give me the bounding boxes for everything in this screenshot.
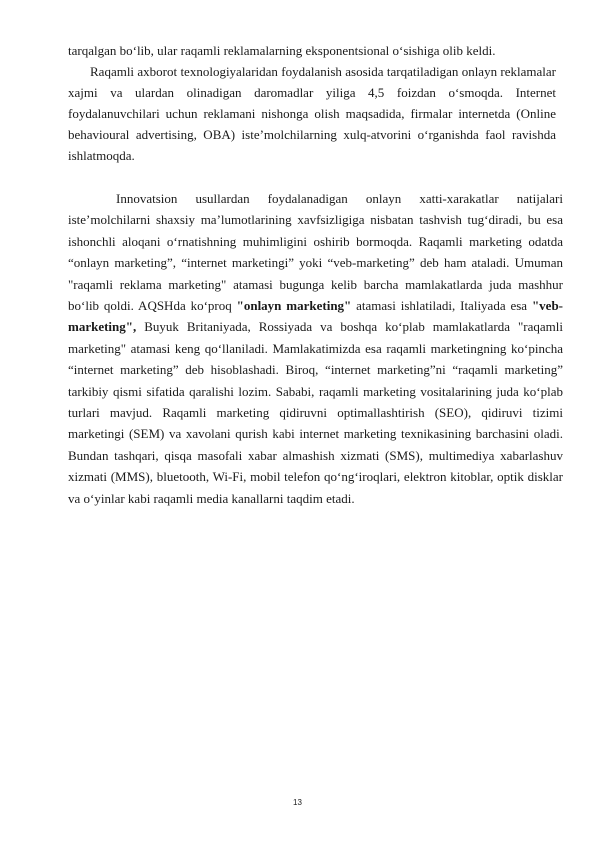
text-block-top [68, 40, 556, 166]
term-web-marketing: "veb-marketing", [68, 298, 563, 335]
paragraph-continuation: tarqalgan bo‘lib, ular raqamli reklamalarning eksponentsional o‘sishiga olib keldi. [68, 43, 496, 58]
paragraph-online-advertising: Raqamli axborot texnologiyalaridan foydalanish asosida tarqatiladigan onlayn reklamalar xajmi va ulardan olinadigan daromadlar yiliga 4,5 foizdan o‘smoqda. Internet foydalanuvchilari uchun reklamani nishonga olish maqsadida, firmalar internetda (Online behavioural advertising, OBA) iste’molchilarning xulq-atvorini o‘rganishda faol ravishda ishlatmoqda. [68, 64, 556, 163]
paragraph-text-segment: atamasi ishlatiladi, Italiyada esa [351, 298, 532, 314]
paragraph-text-segment: Buyuk Britaniyada, Rossiyada va boshqa ko‘plab mamlakatlarda "raqamli marketing" atamasi keng qo‘llaniladi. Mamlakatimizda esa raqamli marketingning ko‘pincha “internet marketing” deb hisoblashadi. Biroq, “internet marketing”ni “raqamli marketing” tarkibiy qismi sifatida qaralishi lozim. Sababi, raqamli marketing vositalarining juda ko‘plab turlari mavjud. Raqamli marketing qidiruvni optimallashtirish (SEO), qidiruvi tizimi marketingi (SEM) va xavolani qurish kabi internet marketing texnikasining barchasini oladi. Bundan tashqari, qisqa masofali xabar almashish xizmati (SMS), multimediya xabarlashuv xizmati (MMS), bluetooth, Wi-Fi, mobil telefon qo‘ng‘iroqlari, elektron kitoblar, optik disklar va o‘yinlar kabi raqamli media kanallarni taqdim etadi. [68, 319, 563, 506]
page-number: 13 [293, 798, 302, 807]
paragraph-digital-marketing [68, 188, 563, 509]
term-online-marketing: "onlayn marketing" [236, 298, 352, 314]
text-block-main [68, 188, 563, 509]
paragraph-text-segment: Innovatsion usullardan foydalanadigan onlayn xatti-xarakatlar natijalari iste’molchilarni shaxsiy ma’lumotlarining xavfsizligiga nisbatan tashvish tug‘diradi, bu esa ishonchli aloqani o‘rnatishning muhimligini oshirib bormoqda. Raqamli marketing odatda “onlayn marketing”, “internet marketingi” yoki “veb-marketing” deb ham ataladi. Umuman "raqamli reklama marketing" atamasi bugunga kelib barcha mamlakatlarda juda mashhur bo‘lib qoldi. AQSHda ko‘proq [68, 191, 563, 314]
